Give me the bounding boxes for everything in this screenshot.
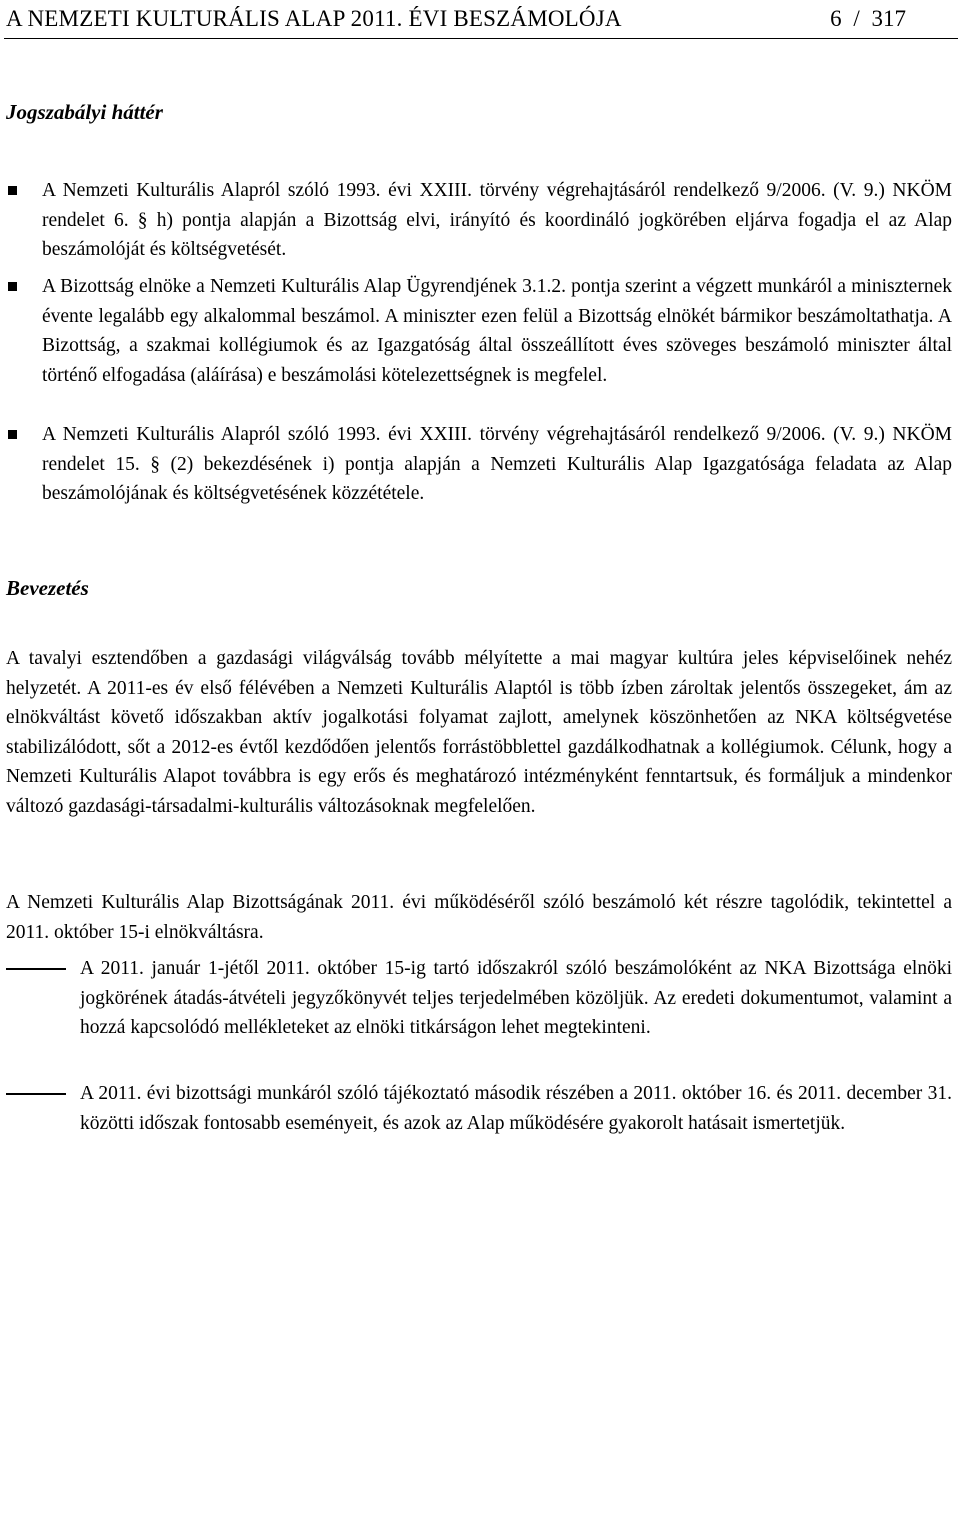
page-header	[4, 0, 958, 39]
list-item: A Nemzeti Kulturális Alapról szóló 1993. évi XXIII. törvény végrehajtásáról rendelkező 9/2006. (V. 9.) NKÖM rendelet 6. § h) pontja alapján a Bizottság elvi, irányító és koordináló jogkörében eljárva fogadja el az Alap beszámolóját és költségvetését.	[42, 180, 952, 260]
document-title: A NEMZETI KULTURÁLIS ALAP 2011. ÉVI BESZÁMOLÓJA	[6, 6, 622, 31]
page-number: 6 / 317	[830, 6, 906, 31]
dash-icon	[6, 1093, 66, 1095]
list-item: A 2011. évi bizottsági munkáról szóló tájékoztató második részében a 2011. október 16. és 2011. december 31. közötti időszak fontosabb eseményeit, és azok az Alap működésére gyakorolt hatásait ismertetjük.	[80, 1083, 952, 1134]
structure-paragraph: A Nemzeti Kulturális Alap Bizottságának 2011. évi működéséről szóló beszámoló két részre tagolódik, tekintettel a 2011. október 15-i elnökváltásra.	[6, 892, 952, 943]
bullet-icon	[8, 430, 17, 439]
list-item: A Nemzeti Kulturális Alapról szóló 1993. évi XXIII. törvény végrehajtásáról rendelkező 9/2006. (V. 9.) NKÖM rendelet 15. § (2) bekezdésének i) pontja alapján a Nemzeti Kulturális Alap Igazgatósága feladata az Alap beszámolójának és költségvetésének közzététele.	[42, 424, 952, 504]
bullet-icon	[8, 186, 17, 195]
section-heading-introduction: Bevezetés	[6, 576, 89, 600]
section-heading-legal-background: Jogszabályi háttér	[6, 100, 163, 124]
list-item: A Bizottság elnöke a Nemzeti Kulturális Alap Ügyrendjének 3.1.2. pontja szerint a végzett munkáról a miniszternek évente legalább egy alkalommal beszámol. A miniszter ezen felül a Bizottság elnökét bármikor beszámoltathatja. A Bizottság, a szakmai kollégiumok és az Igazgatóság által összeállított éves szöveges beszámoló miniszter által történő elfogadása (aláírása) e beszámolási kötelezettségnek is megfelel.	[42, 276, 952, 386]
dash-icon	[6, 968, 66, 970]
bullet-icon	[8, 282, 17, 291]
list-item: A 2011. január 1-jétől 2011. október 15-ig tartó időszakról szóló beszámolóként az NKA Bizottsága elnöki jogkörének átadás-átvételi jegyzőkönyvét teljes terjedelmében közöljük. Az eredeti dokumentumot, valamint a hozzá kapcsolódó mellékleteket az elnöki titkárságon lehet megtekinteni.	[80, 958, 952, 1038]
intro-paragraph: A tavalyi esztendőben a gazdasági világválság tovább mélyítette a mai magyar kultúra jeles képviselőinek nehéz helyzetét. A 2011-es év első félévében a Nemzeti Kulturális Alaptól is több ízben zároltak jelentős összegeket, ám az elnökváltást követő időszakban aktív jogalkotási folyamat zajlott, amelynek köszönhetően az NKA költségvetése stabilizálódott, sőt a 2012-es évtől kezdődően jelentős forrástöbblettel gazdálkodhatnak a kollégiumok. Célunk, hogy a Nemzeti Kulturális Alapot továbbra is egy erős és meghatározó intézményként fenntartsuk, és formáljuk a mindenkor változó gazdasági-társadalmi-kulturális változásoknak megfelelően.	[6, 648, 952, 817]
